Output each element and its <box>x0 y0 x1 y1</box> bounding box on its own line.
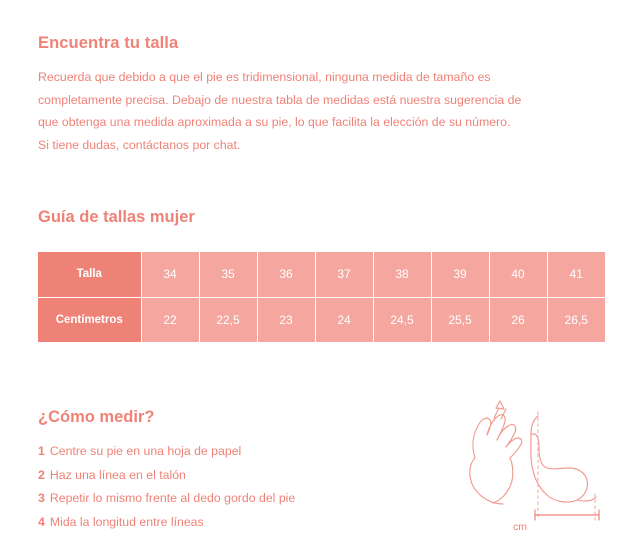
size-guide-title: Guía de tallas mujer <box>38 208 195 226</box>
cm-cell: 22,5 <box>199 297 257 342</box>
size-cell: 41 <box>547 252 605 297</box>
size-cell: 36 <box>257 252 315 297</box>
step-number: 2 <box>38 467 45 482</box>
list-item <box>38 464 418 488</box>
cm-cell: 24 <box>315 297 373 342</box>
size-table-wrapper <box>38 252 605 342</box>
cm-cell: 26 <box>489 297 547 342</box>
row-header-talla: Talla <box>38 252 141 297</box>
step-text: Repetir lo mismo frente al dedo gordo del pie <box>49 491 296 505</box>
table-row-centimeters <box>38 297 605 342</box>
intro-paragraph <box>38 66 594 156</box>
cm-cell: 26,5 <box>547 297 605 342</box>
list-item <box>38 440 418 464</box>
size-cell: 39 <box>431 252 489 297</box>
step-text: Centre su pie en una hoja de papel <box>49 444 242 458</box>
step-text: Haz una línea en el talón <box>49 467 186 482</box>
list-item <box>38 511 418 535</box>
foot-illustration-icon <box>435 398 605 538</box>
size-cell: 38 <box>373 252 431 297</box>
intro-line-4: Si tiene dudas, contáctanos por chat. <box>38 137 241 152</box>
foot-measure-illustration <box>435 398 605 538</box>
intro-line-3: que obtenga una medida aproximada a su pie, lo que facilita la elección de su número. <box>38 115 511 129</box>
cm-cell: 25,5 <box>431 297 489 342</box>
intro-line-2: completamente precisa. Debajo de nuestra tabla de medidas está nuestra sugerencia de <box>38 92 522 107</box>
size-cell: 37 <box>315 252 373 297</box>
how-to-measure-title: ¿Cómo medir? <box>38 408 155 426</box>
step-number: 4 <box>38 514 45 529</box>
measure-steps-list <box>38 440 418 534</box>
size-cell: 34 <box>141 252 199 297</box>
cm-cell: 22 <box>141 297 199 342</box>
list-item <box>38 487 418 511</box>
unit-label: cm <box>513 521 527 533</box>
size-table <box>38 252 605 342</box>
page-title: Encuentra tu talla <box>38 34 179 52</box>
intro-line-1: Recuerda que debido a que el pie es tridimensional, ninguna medida de tamaño es <box>38 70 491 84</box>
step-number: 1 <box>38 444 45 458</box>
size-cell: 35 <box>199 252 257 297</box>
cm-cell: 23 <box>257 297 315 342</box>
step-number: 3 <box>38 491 45 505</box>
row-header-centimetros: Centímetros <box>38 297 141 342</box>
table-row-sizes <box>38 252 605 297</box>
step-text: Mida la longitud entre líneas <box>49 514 204 529</box>
size-cell: 40 <box>489 252 547 297</box>
cm-cell: 24,5 <box>373 297 431 342</box>
